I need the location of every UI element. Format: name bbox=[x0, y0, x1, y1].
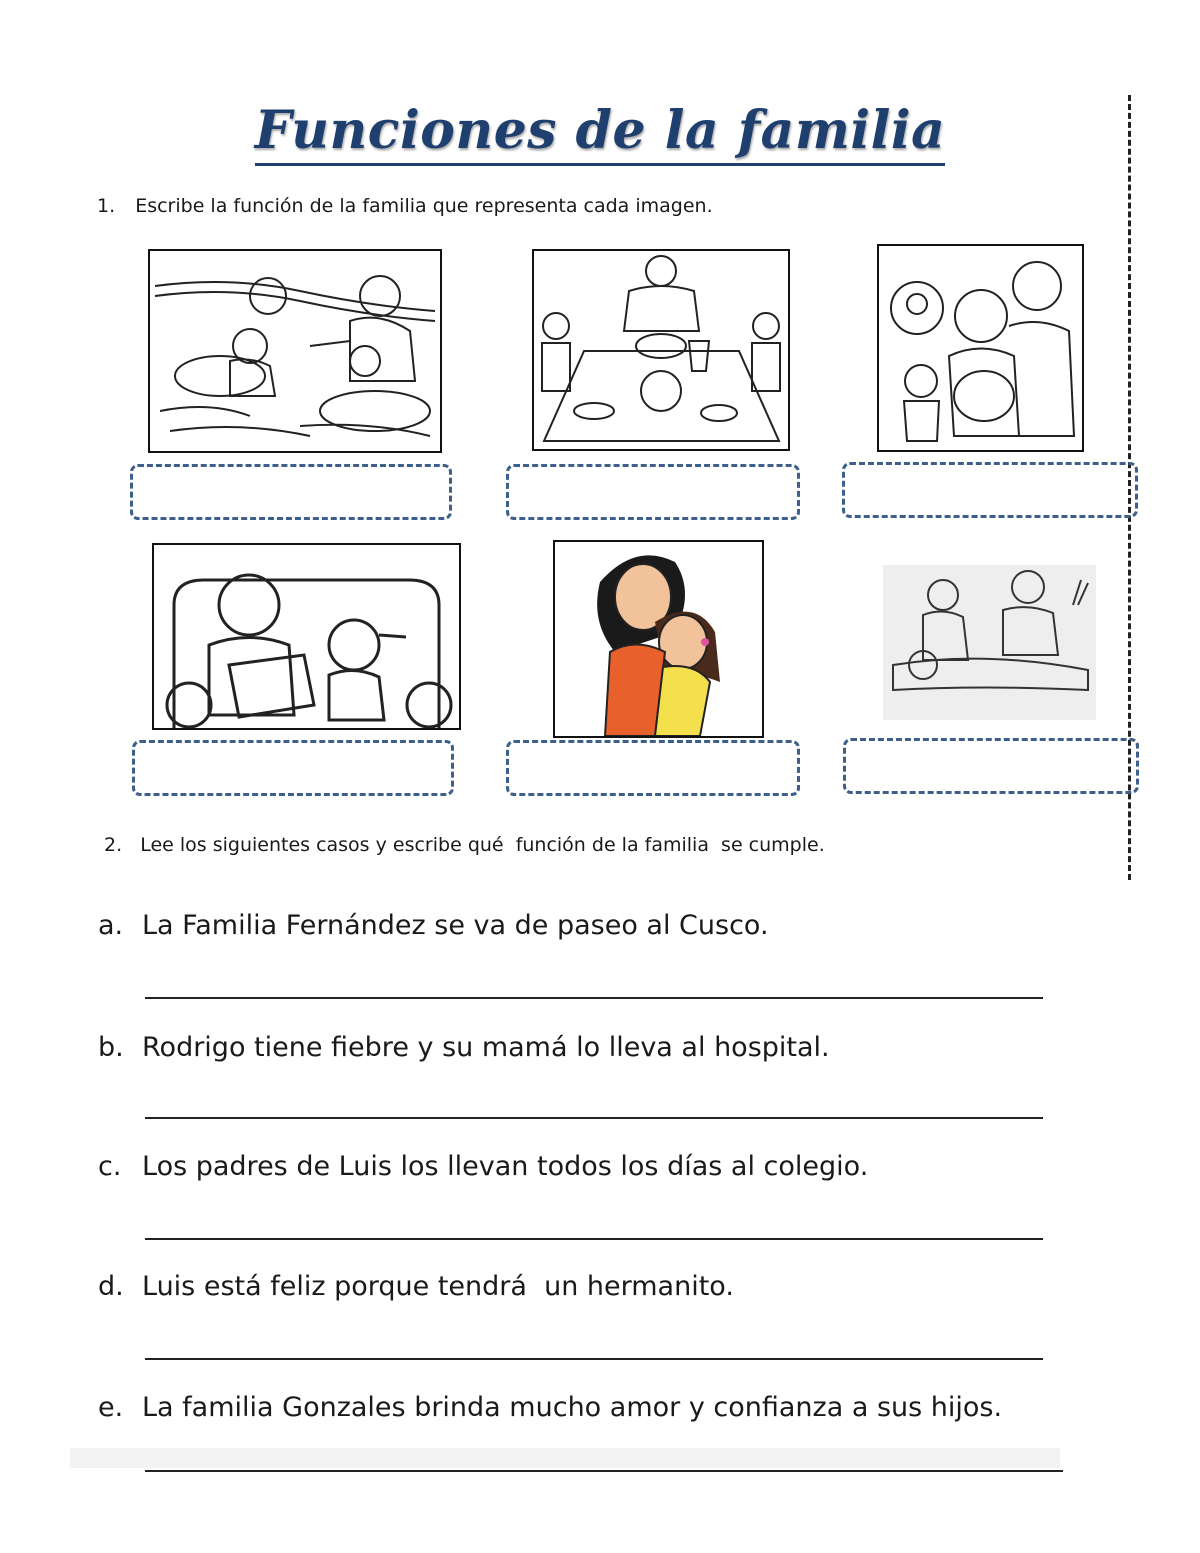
case-text: La familia Gonzales brinda mucho amor y confianza a sus hijos. bbox=[142, 1392, 1003, 1423]
image-family-dinner bbox=[532, 249, 790, 451]
question-2-text: Lee los siguientes casos y escribe qué función de la familia se cumple. bbox=[140, 834, 825, 856]
dinner-illustration bbox=[534, 251, 788, 449]
answer-line-d[interactable] bbox=[145, 1358, 1043, 1360]
case-letter: e. bbox=[98, 1392, 124, 1423]
answer-line-e[interactable] bbox=[145, 1470, 1063, 1472]
answer-box-4[interactable] bbox=[132, 740, 454, 796]
case-text: Rodrigo tiene fiebre y su mamá lo lleva al hospital. bbox=[142, 1032, 830, 1063]
case-d bbox=[98, 1271, 734, 1302]
case-text: Los padres de Luis los llevan todos los días al colegio. bbox=[142, 1151, 869, 1182]
question-1-text: Escribe la función de la familia que representa cada imagen. bbox=[135, 195, 713, 217]
question-1-number: 1. bbox=[97, 195, 116, 217]
case-letter: a. bbox=[98, 910, 124, 941]
reading-illustration bbox=[154, 545, 459, 728]
case-c bbox=[98, 1151, 868, 1182]
answer-box-2[interactable] bbox=[506, 464, 800, 520]
swimming-illustration bbox=[150, 251, 440, 451]
image-doctor-visit bbox=[883, 565, 1096, 720]
answer-line-b[interactable] bbox=[145, 1117, 1043, 1119]
answer-box-3[interactable] bbox=[842, 462, 1138, 518]
question-2 bbox=[104, 834, 825, 856]
hug-illustration bbox=[555, 542, 762, 736]
answer-box-1[interactable] bbox=[130, 464, 452, 520]
question-1 bbox=[97, 195, 713, 217]
answer-box-5[interactable] bbox=[506, 740, 800, 796]
pregnant-mother-illustration bbox=[879, 246, 1082, 450]
case-letter: b. bbox=[98, 1032, 124, 1063]
answer-line-c[interactable] bbox=[145, 1238, 1043, 1240]
answer-box-6[interactable] bbox=[843, 738, 1139, 794]
question-2-number: 2. bbox=[104, 834, 123, 856]
case-letter: c. bbox=[98, 1151, 122, 1182]
case-a bbox=[98, 910, 769, 941]
page-title: Funciones de la familia bbox=[0, 100, 1200, 161]
image-father-reading bbox=[152, 543, 461, 730]
case-text: Luis está feliz porque tendrá un hermanito. bbox=[142, 1271, 734, 1302]
image-mother-hug bbox=[553, 540, 764, 738]
case-b bbox=[98, 1032, 830, 1063]
bottom-shade bbox=[70, 1448, 1060, 1468]
case-e bbox=[98, 1392, 1002, 1423]
answer-line-a[interactable] bbox=[145, 997, 1043, 999]
case-text: La Familia Fernández se va de paseo al Cusco. bbox=[142, 910, 769, 941]
image-pregnant-mother bbox=[877, 244, 1084, 452]
image-family-swimming bbox=[148, 249, 442, 453]
case-letter: d. bbox=[98, 1271, 124, 1302]
doctor-illustration bbox=[883, 565, 1096, 720]
